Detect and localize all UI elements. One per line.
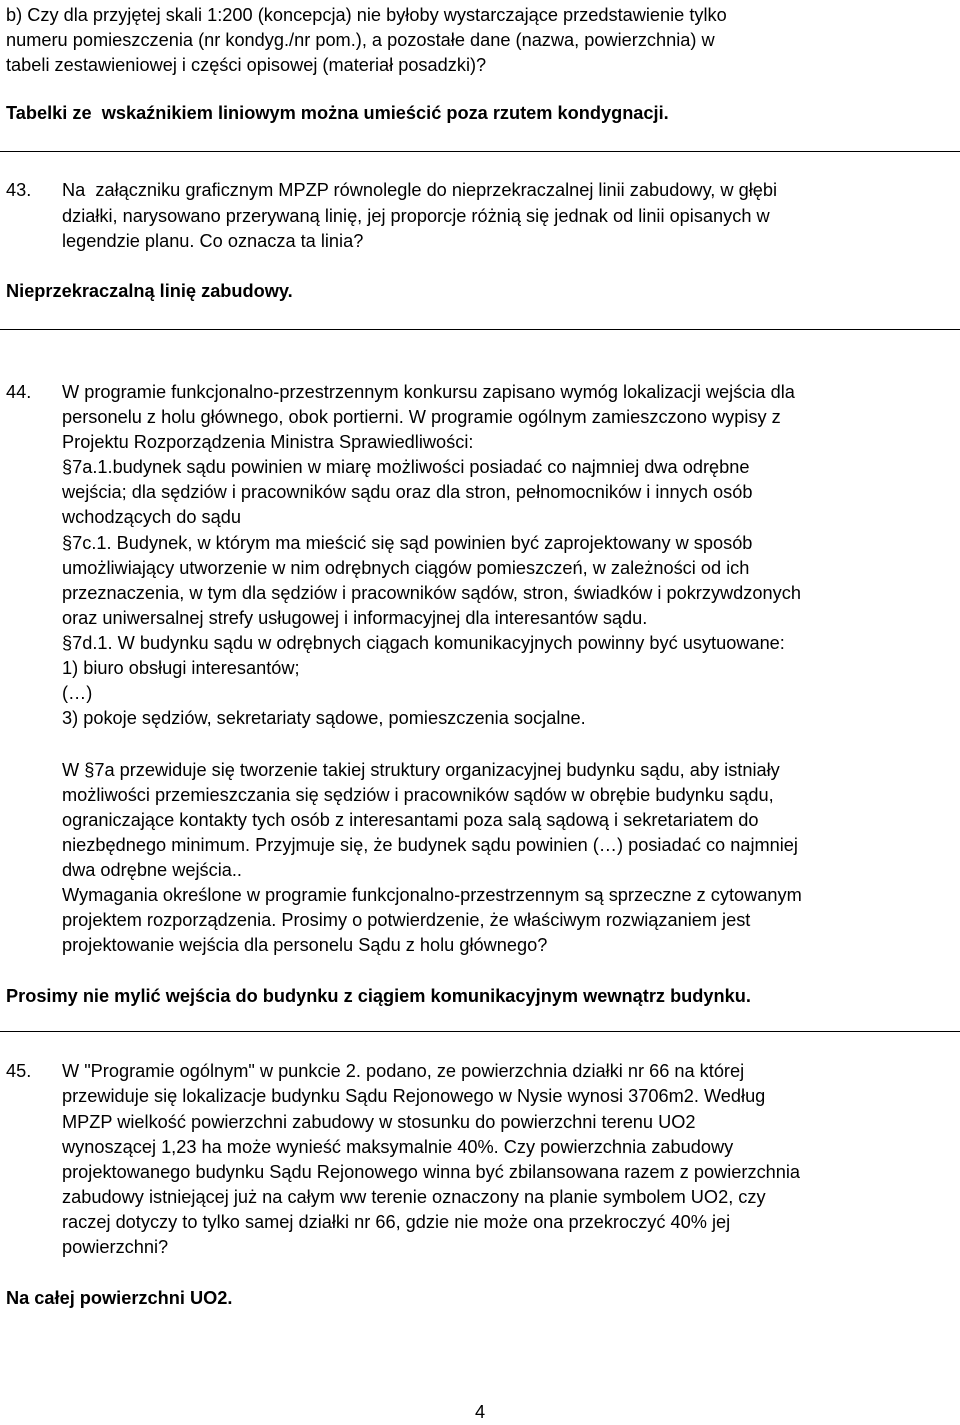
text-line: §7d.1. W budynku sądu w odrębnych ciągach komunikacyjnych powinny być usytuowane: [62,633,785,653]
text-line: b) Czy dla przyjętej skali 1:200 (koncepcja) nie byłoby wystarczające przedstawienie tylko [6,5,727,25]
section-divider [0,1031,960,1032]
text-line: §7a.1.budynek sądu powinien w miarę możliwości posiadać co najmniej dwa odrębne [62,457,750,477]
question-answer: Nieprzekraczalną linię zabudowy. [6,281,293,301]
text-line: §7c.1. Budynek, w którym ma mieścić się sąd powinien być zaprojektowany w sposób [62,533,753,553]
text-line: wynoszącej 1,23 ha może wynieść maksymalnie 40%. Czy powierzchnia zabudowy [62,1137,734,1157]
question-answer: Prosimy nie mylić wejścia do budynku z ciągiem komunikacyjnym wewnątrz budynku. [6,986,751,1006]
question-number: 45. [6,1061,32,1081]
text-line: projektem rozporządzenia. Prosimy o potwierdzenie, że właściwym rozwiązaniem jest [62,910,751,930]
text-line: zabudowy istniejącej już na całym ww terenie oznaczony na planie symbolem UO2, czy [62,1187,766,1207]
text-line: przeznaczenia, w tym dla sędziów i pracowników sądów, stron, świadków i pokrzywdzonych [62,583,801,603]
question-answer: Na całej powierzchni UO2. [6,1288,233,1308]
text-line: 1) biuro obsługi interesantów; [62,658,300,678]
text-line: powierzchni? [62,1237,169,1257]
text-line: W "Programie ogólnym" w punkcie 2. podano, ze powierzchnia działki nr 66 na której [62,1061,745,1081]
text-line: ograniczające kontakty tych osób z interesantami poza salą sądową i sekretariatem do [62,810,759,830]
text-line: przewiduje się lokalizacje budynku Sądu Rejonowego w Nysie wynosi 3706m2. Według [62,1086,766,1106]
question-number: 44. [6,382,32,402]
text-line: projektowanie wejścia dla personelu Sądu z holu głównego? [62,935,548,955]
text-line: dwa odrębne wejścia.. [62,860,242,880]
text-line: 3) pokoje sędziów, sekretariaty sądowe, pomieszczenia socjalne. [62,708,586,728]
question-number: 43. [6,180,32,200]
text-line: możliwości przemieszczania się sędziów i pracowników sądów w obrębie budynku sądu, [62,785,774,805]
intro-answer: Tabelki ze wskaźnikiem liniowym można umieścić poza rzutem kondygnacji. [6,103,669,123]
text-line: Na załączniku graficznym MPZP równolegle do nieprzekraczalnej linii zabudowy, w głębi [62,180,778,200]
text-line: tabeli zestawieniowej i części opisowej (materiał posadzki)? [6,55,487,75]
text-line: (…) [62,683,93,703]
text-line: umożliwiający utworzenie w nim odrębnych ciągów pomieszczeń, w zależności od ich [62,558,750,578]
text-line: Projektu Rozporządzenia Ministra Sprawiedliwości: [62,432,474,452]
section-divider [0,151,960,152]
text-line: raczej dotyczy to tylko samej działki nr 66, gdzie nie może ona przekroczyć 40% jej [62,1212,731,1232]
text-line: wchodzących do sądu [62,507,241,527]
text-line: legendzie planu. Co oznacza ta linia? [62,231,364,251]
text-line: oraz uniwersalnej strefy usługowej i informacyjnej dla interesantów sądu. [62,608,648,628]
section-divider [0,329,960,330]
text-line: numeru pomieszczenia (nr kondyg./nr pom.), a pozostałe dane (nazwa, powierzchnia) w [6,30,715,50]
text-line: MPZP wielkość powierzchni zabudowy w stosunku do powierzchni terenu UO2 [62,1112,696,1132]
text-line: działki, narysowano przerywaną linię, jej proporcje różnią się jednak od linii opisanych w [62,206,770,226]
text-line: personelu z holu głównego, obok portierni. W programie ogólnym zamieszczono wypisy z [62,407,781,427]
text-line: Wymagania określone w programie funkcjonalno-przestrzennym są sprzeczne z cytowanym [62,885,802,905]
text-line: projektowanego budynku Sądu Rejonowego winna być zbilansowana razem z powierzchnia [62,1162,801,1182]
page-number: 4 [474,1402,486,1422]
text-line: niezbędnego minimum. Przyjmuje się, że budynek sądu powinien (…) posiadać co najmniej [62,835,798,855]
text-line: W §7a przewiduje się tworzenie takiej struktury organizacyjnej budynku sądu, aby istniały [62,760,780,780]
text-line: W programie funkcjonalno-przestrzennym konkursu zapisano wymóg lokalizacji wejścia dla [62,382,795,402]
text-line: wejścia; dla sędziów i pracowników sądu oraz dla stron, pełnomocników i innych osób [62,482,753,502]
